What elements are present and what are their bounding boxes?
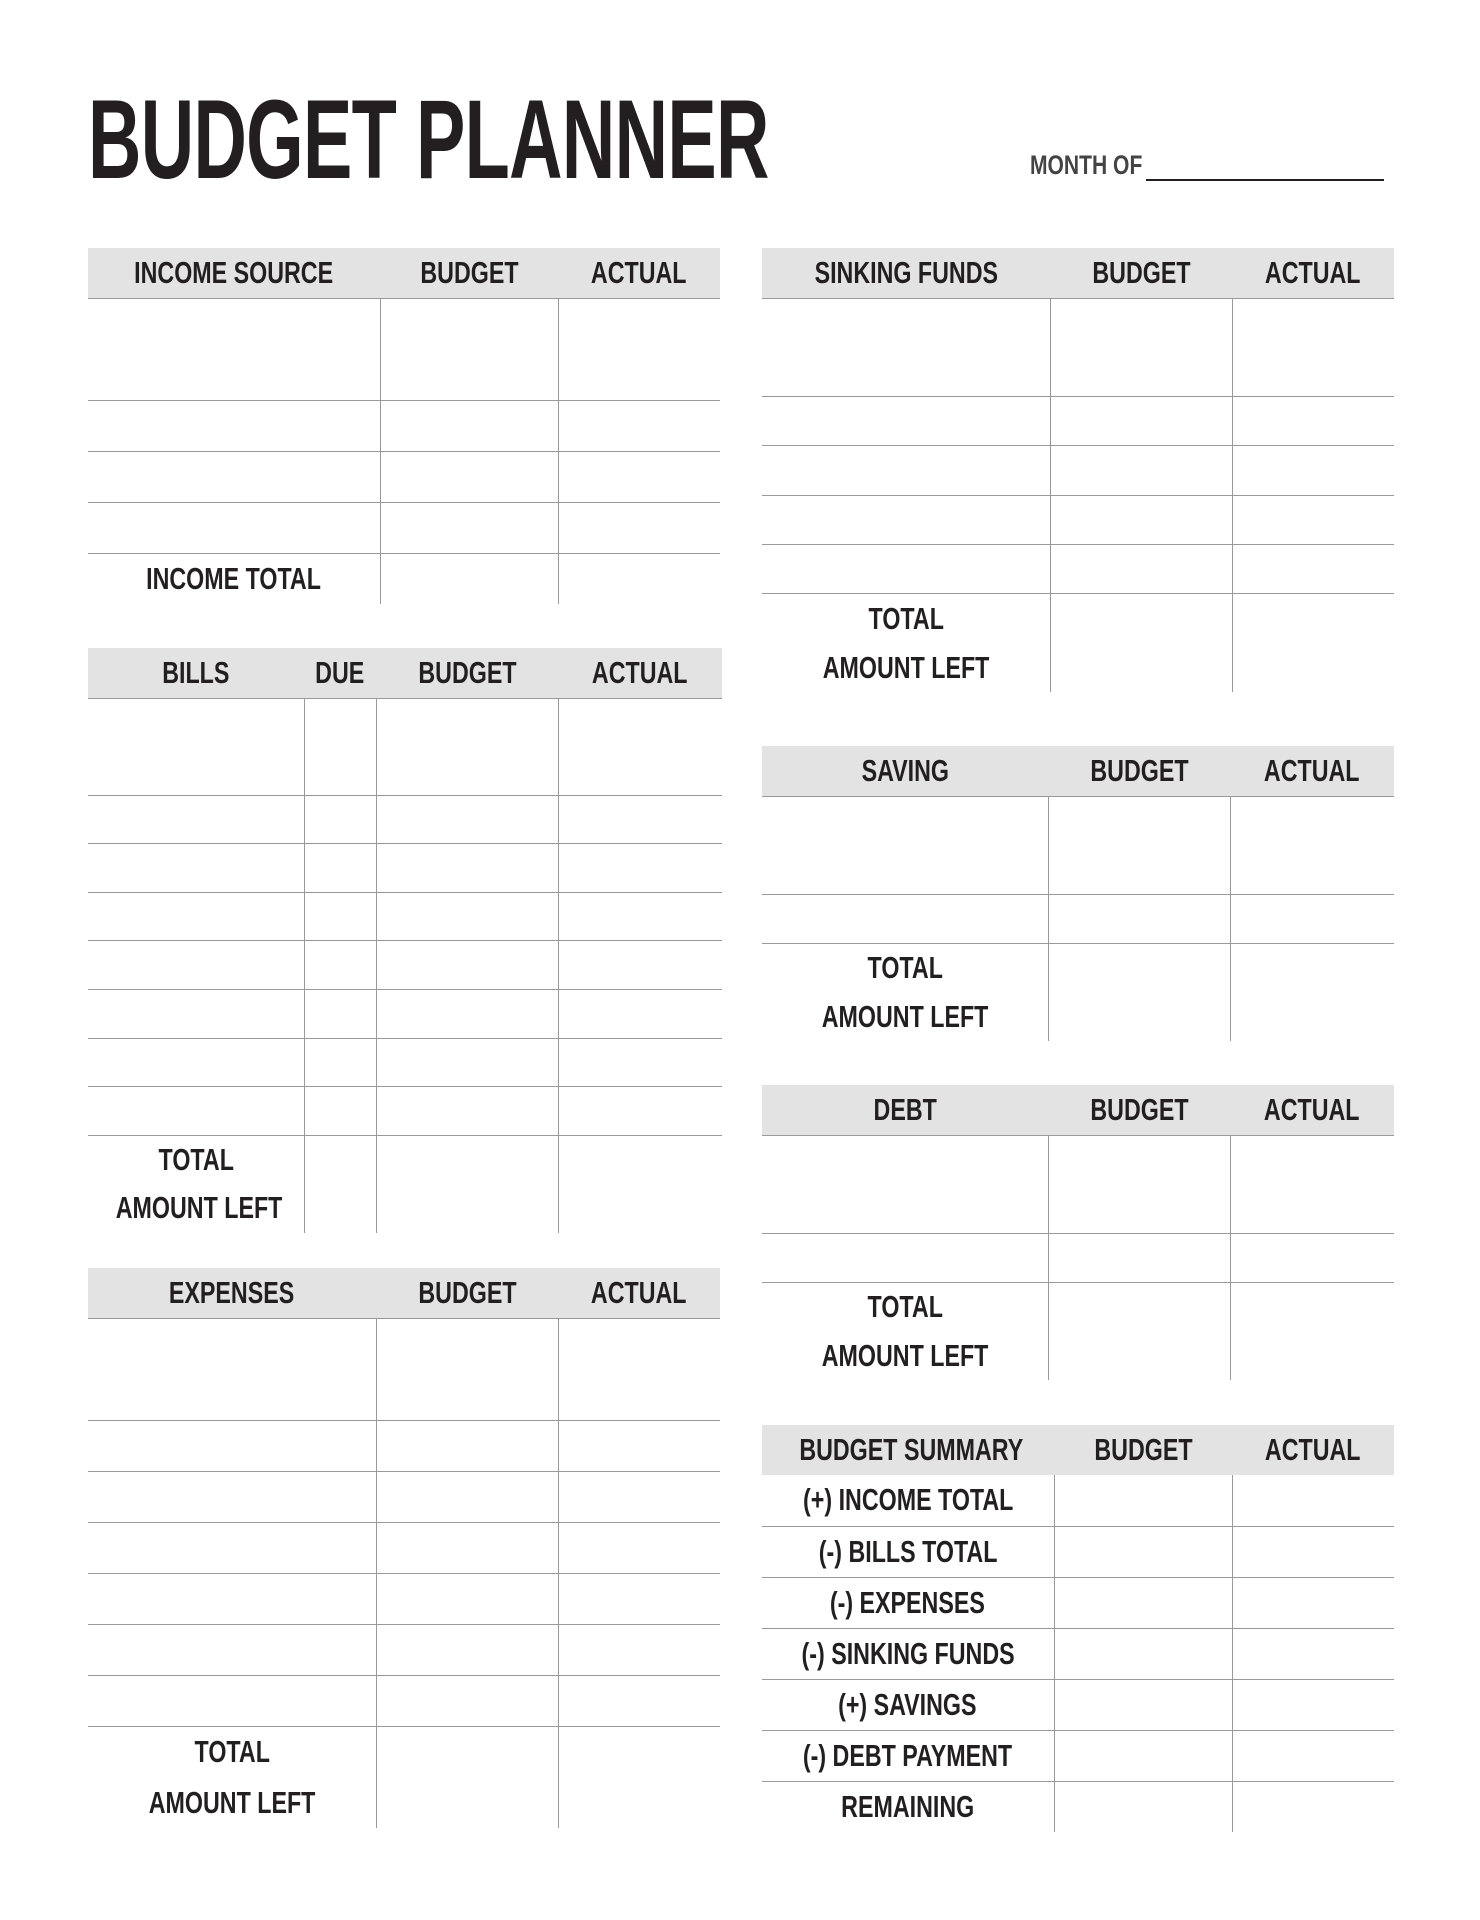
expenses-blank-cell[interactable] (88, 1675, 376, 1726)
expenses-blank-cell[interactable] (558, 1318, 720, 1369)
sinking-funds-amount-left-label: AMOUNT LEFT (822, 649, 990, 685)
saving-blank-cell[interactable] (1230, 845, 1394, 894)
bills-name-header: BILLS (88, 648, 304, 698)
expenses-blank-row (88, 1420, 720, 1471)
income-blank-cell[interactable] (558, 400, 720, 451)
debt-amount-left-label: AMOUNT LEFT (821, 1337, 989, 1373)
bills-amount-left-due[interactable] (304, 1184, 376, 1233)
income-blank-cell[interactable] (558, 298, 720, 349)
bills-blank-cell[interactable] (558, 941, 722, 990)
saving-blank-cell[interactable] (1230, 796, 1394, 845)
bills-blank-cell[interactable] (376, 844, 558, 893)
expenses-amount-left-label: AMOUNT LEFT (148, 1784, 316, 1820)
summary-row-label: (-) SINKING FUNDS (762, 1628, 1054, 1679)
expenses-blank-cell[interactable] (558, 1369, 720, 1420)
sinking-funds-blank-row (762, 446, 1394, 495)
income-blank-row (88, 451, 720, 502)
expenses-total-label: TOTAL (88, 1726, 376, 1777)
saving-blank-row (762, 894, 1394, 943)
bills-blank-cell[interactable] (88, 990, 304, 1039)
sinking-funds-blank-row (762, 397, 1394, 446)
sinking-funds-total-row (762, 594, 1394, 643)
bills-total-actual[interactable] (558, 1135, 722, 1184)
bills-header-row (88, 648, 722, 698)
bills-total-label: TOTAL (88, 1135, 304, 1184)
saving-blank-cell[interactable] (1048, 845, 1230, 894)
sinking-funds-amount-left-actual[interactable] (1232, 643, 1394, 692)
bills-blank-row (88, 1038, 722, 1087)
summary-row-actual[interactable] (1232, 1730, 1394, 1781)
sinking-funds-blank-cell[interactable] (1050, 347, 1232, 396)
debt-blank-cell[interactable] (762, 1135, 1048, 1184)
expenses-blank-row (88, 1522, 720, 1573)
expenses-blank-cell[interactable] (376, 1624, 558, 1675)
expenses-blank-cell[interactable] (376, 1420, 558, 1471)
income-total-actual[interactable] (558, 553, 720, 604)
summary-row-budget[interactable] (1054, 1781, 1232, 1832)
sinking-funds-budget-header: BUDGET (1050, 248, 1232, 298)
bills-blank-cell[interactable] (376, 698, 558, 747)
debt-blank-cell[interactable] (1230, 1233, 1394, 1282)
income-blank-cell[interactable] (88, 502, 380, 553)
bills-blank-cell[interactable] (88, 892, 304, 941)
income-blank-cell[interactable] (88, 400, 380, 451)
expenses-blank-cell[interactable] (376, 1369, 558, 1420)
income-blank-cell[interactable] (558, 502, 720, 553)
bills-blank-cell[interactable] (558, 892, 722, 941)
debt-total-actual[interactable] (1230, 1282, 1394, 1331)
debt-amount-left-actual[interactable] (1230, 1331, 1394, 1380)
sinking-funds-blank-cell[interactable] (1050, 544, 1232, 593)
bills-blank-cell[interactable] (304, 1087, 376, 1136)
saving-amount-left-label: AMOUNT LEFT (821, 998, 989, 1034)
saving-blank-cell[interactable] (1230, 894, 1394, 943)
bills-amount-left-budget[interactable] (376, 1184, 558, 1233)
expenses-blank-row (88, 1573, 720, 1624)
bills-blank-cell[interactable] (88, 795, 304, 844)
expenses-blank-cell[interactable] (376, 1675, 558, 1726)
expenses-blank-cell[interactable] (558, 1573, 720, 1624)
income-blank-row (88, 298, 720, 349)
bills-blank-cell[interactable] (304, 747, 376, 796)
debt-total-label: TOTAL (762, 1282, 1048, 1331)
saving-name-header: SAVING (762, 746, 1048, 796)
saving-header-row (762, 746, 1394, 796)
saving-blank-cell[interactable] (1048, 796, 1230, 845)
income-blank-cell[interactable] (380, 298, 558, 349)
income-blank-cell[interactable] (380, 451, 558, 502)
bills-blank-cell[interactable] (88, 747, 304, 796)
bills-blank-row (88, 795, 722, 844)
sinking-funds-actual-header: ACTUAL (1232, 248, 1394, 298)
sinking-funds-blank-cell[interactable] (1050, 495, 1232, 544)
saving-blank-row (762, 845, 1394, 894)
income-budget-header: BUDGET (380, 248, 558, 298)
bills-blank-cell[interactable] (376, 1038, 558, 1087)
bills-actual-header: ACTUAL (558, 648, 722, 698)
bills-blank-cell[interactable] (304, 1038, 376, 1087)
expenses-blank-cell[interactable] (88, 1420, 376, 1471)
expenses-blank-cell[interactable] (558, 1471, 720, 1522)
sinking-funds-amount-left-row (762, 643, 1394, 692)
sinking-funds-blank-cell[interactable] (1232, 544, 1394, 593)
summary-row-label: (-) BILLS TOTAL (762, 1526, 1054, 1577)
bills-blank-cell[interactable] (88, 1087, 304, 1136)
sinking-funds-blank-cell[interactable] (1050, 397, 1232, 446)
saving-blank-cell[interactable] (762, 845, 1048, 894)
bills-blank-cell[interactable] (558, 844, 722, 893)
expenses-blank-cell[interactable] (88, 1573, 376, 1624)
summary-row-budget[interactable] (1054, 1730, 1232, 1781)
bills-total-row (88, 1135, 722, 1184)
saving-blank-row (762, 796, 1394, 845)
bills-blank-cell[interactable] (558, 1087, 722, 1136)
sinking-funds-blank-cell[interactable] (762, 347, 1050, 396)
sinking-funds-blank-cell[interactable] (1232, 495, 1394, 544)
bills-amount-left-row (88, 1184, 722, 1233)
income-blank-cell[interactable] (558, 451, 720, 502)
expenses-blank-cell[interactable] (558, 1675, 720, 1726)
bills-blank-row (88, 1087, 722, 1136)
expenses-table (88, 1268, 720, 1828)
saving-actual-header: ACTUAL (1230, 746, 1394, 796)
bills-blank-row (88, 892, 722, 941)
expenses-actual-header: ACTUAL (558, 1268, 720, 1318)
budget-summary-table (762, 1425, 1394, 1832)
income-blank-cell[interactable] (380, 349, 558, 400)
expenses-blank-cell[interactable] (376, 1522, 558, 1573)
debt-blank-cell[interactable] (1048, 1135, 1230, 1184)
sinking-funds-blank-cell[interactable] (1232, 298, 1394, 347)
sinking-funds-blank-row (762, 347, 1394, 396)
debt-blank-row (762, 1233, 1394, 1282)
debt-budget-header: BUDGET (1048, 1085, 1230, 1135)
summary-row-budget[interactable] (1054, 1475, 1232, 1526)
income-source-header: INCOME SOURCE (88, 248, 380, 298)
income-table (88, 248, 720, 604)
bills-blank-cell[interactable] (88, 941, 304, 990)
debt-blank-cell[interactable] (1230, 1135, 1394, 1184)
bills-blank-cell[interactable] (304, 844, 376, 893)
bills-due-header: DUE (304, 648, 376, 698)
bills-blank-cell[interactable] (304, 941, 376, 990)
income-blank-cell[interactable] (380, 400, 558, 451)
bills-blank-cell[interactable] (376, 747, 558, 796)
expenses-blank-row (88, 1318, 720, 1369)
bills-blank-cell[interactable] (558, 795, 722, 844)
saving-total-budget[interactable] (1048, 943, 1230, 992)
saving-amount-left-budget[interactable] (1048, 992, 1230, 1041)
summary-budget-header: BUDGET (1054, 1425, 1232, 1475)
summary-row (762, 1679, 1394, 1730)
bills-blank-cell[interactable] (376, 990, 558, 1039)
income-blank-row (88, 502, 720, 553)
summary-row (762, 1577, 1394, 1628)
debt-total-row (762, 1282, 1394, 1331)
summary-row (762, 1628, 1394, 1679)
expenses-blank-cell[interactable] (376, 1471, 558, 1522)
expenses-blank-cell[interactable] (558, 1624, 720, 1675)
sinking-funds-header-row (762, 248, 1394, 298)
summary-row-actual[interactable] (1232, 1781, 1394, 1832)
debt-blank-cell[interactable] (1230, 1184, 1394, 1233)
saving-total-row (762, 943, 1394, 992)
summary-row (762, 1526, 1394, 1577)
expenses-name-header: EXPENSES (88, 1268, 376, 1318)
expenses-total-budget[interactable] (376, 1726, 558, 1777)
saving-amount-left-row (762, 992, 1394, 1041)
income-blank-row (88, 349, 720, 400)
sinking-funds-blank-row (762, 495, 1394, 544)
sinking-funds-blank-cell[interactable] (762, 446, 1050, 495)
summary-row (762, 1730, 1394, 1781)
sinking-funds-amount-left-budget[interactable] (1050, 643, 1232, 692)
debt-blank-row (762, 1184, 1394, 1233)
bills-blank-cell[interactable] (376, 1087, 558, 1136)
income-blank-cell[interactable] (380, 502, 558, 553)
summary-row-actual[interactable] (1232, 1679, 1394, 1730)
summary-row-budget[interactable] (1054, 1628, 1232, 1679)
expenses-amount-left-actual[interactable] (558, 1777, 720, 1828)
summary-row-label: (-) DEBT PAYMENT (762, 1730, 1054, 1781)
bills-blank-row (88, 747, 722, 796)
sinking-funds-name-header: SINKING FUNDS (762, 248, 1050, 298)
income-blank-cell[interactable] (88, 298, 380, 349)
expenses-blank-cell[interactable] (88, 1522, 376, 1573)
summary-row-actual[interactable] (1232, 1526, 1394, 1577)
expenses-budget-header: BUDGET (376, 1268, 558, 1318)
debt-blank-cell[interactable] (762, 1233, 1048, 1282)
expenses-blank-cell[interactable] (376, 1318, 558, 1369)
income-blank-cell[interactable] (88, 349, 380, 400)
expenses-blank-row (88, 1471, 720, 1522)
income-total-row (88, 553, 720, 604)
sinking-funds-blank-cell[interactable] (762, 397, 1050, 446)
bills-blank-cell[interactable] (88, 1038, 304, 1087)
summary-row-label: (-) EXPENSES (762, 1577, 1054, 1628)
debt-total-budget[interactable] (1048, 1282, 1230, 1331)
debt-blank-cell[interactable] (1048, 1184, 1230, 1233)
summary-name-header: BUDGET SUMMARY (762, 1425, 1054, 1475)
expenses-blank-row (88, 1369, 720, 1420)
page-title: BUDGET PLANNER (88, 77, 769, 202)
expenses-blank-cell[interactable] (88, 1624, 376, 1675)
sinking-funds-blank-cell[interactable] (1232, 347, 1394, 396)
expenses-amount-left-budget[interactable] (376, 1777, 558, 1828)
expenses-blank-cell[interactable] (376, 1573, 558, 1624)
sinking-funds-blank-cell[interactable] (762, 544, 1050, 593)
summary-header-row (762, 1425, 1394, 1475)
debt-amount-left-budget[interactable] (1048, 1331, 1230, 1380)
expenses-blank-row (88, 1675, 720, 1726)
summary-row-actual[interactable] (1232, 1475, 1394, 1526)
debt-header-row (762, 1085, 1394, 1135)
bills-blank-cell[interactable] (88, 698, 304, 747)
expenses-blank-cell[interactable] (88, 1318, 376, 1369)
sinking-funds-blank-cell[interactable] (762, 298, 1050, 347)
bills-blank-cell[interactable] (376, 892, 558, 941)
sinking-funds-blank-row (762, 298, 1394, 347)
summary-row-budget[interactable] (1054, 1526, 1232, 1577)
sinking-funds-blank-cell[interactable] (1050, 298, 1232, 347)
bills-blank-cell[interactable] (304, 892, 376, 941)
saving-table (762, 746, 1394, 1041)
summary-row-budget[interactable] (1054, 1577, 1232, 1628)
bills-blank-row (88, 698, 722, 747)
income-blank-row (88, 400, 720, 451)
summary-row-label: (+) SAVINGS (762, 1679, 1054, 1730)
saving-blank-cell[interactable] (762, 894, 1048, 943)
bills-total-due[interactable] (304, 1135, 376, 1184)
bills-total-budget[interactable] (376, 1135, 558, 1184)
summary-row-budget[interactable] (1054, 1679, 1232, 1730)
bills-budget-header: BUDGET (376, 648, 558, 698)
bills-blank-cell[interactable] (304, 795, 376, 844)
sinking-funds-total-budget[interactable] (1050, 594, 1232, 643)
income-actual-header: ACTUAL (558, 248, 720, 298)
debt-name-header: DEBT (762, 1085, 1048, 1135)
expenses-blank-cell[interactable] (88, 1471, 376, 1522)
sinking-funds-total-label: TOTAL (762, 594, 1050, 643)
bills-blank-cell[interactable] (558, 990, 722, 1039)
sinking-funds-blank-cell[interactable] (1050, 446, 1232, 495)
saving-blank-cell[interactable] (1048, 894, 1230, 943)
sinking-funds-blank-cell[interactable] (762, 495, 1050, 544)
month-of-input-line[interactable] (1146, 153, 1384, 181)
month-of-label: MONTH OF (1030, 150, 1143, 180)
income-total-label: INCOME TOTAL (88, 553, 380, 604)
expenses-total-actual[interactable] (558, 1726, 720, 1777)
bills-blank-cell[interactable] (376, 795, 558, 844)
sinking-funds-total-actual[interactable] (1232, 594, 1394, 643)
summary-row (762, 1475, 1394, 1526)
bills-blank-cell[interactable] (558, 1038, 722, 1087)
income-total-budget[interactable] (380, 553, 558, 604)
month-of-field (1030, 150, 1384, 181)
sinking-funds-blank-cell[interactable] (1232, 397, 1394, 446)
saving-total-actual[interactable] (1230, 943, 1394, 992)
bills-blank-cell[interactable] (558, 747, 722, 796)
income-blank-cell[interactable] (558, 349, 720, 400)
summary-row-label: REMAINING (762, 1781, 1054, 1832)
income-blank-cell[interactable] (88, 451, 380, 502)
bills-blank-row (88, 844, 722, 893)
debt-table (762, 1085, 1394, 1380)
bills-amount-left-label: AMOUNT LEFT (115, 1190, 283, 1226)
bills-blank-cell[interactable] (376, 941, 558, 990)
bills-blank-cell[interactable] (88, 844, 304, 893)
bills-blank-row (88, 941, 722, 990)
expenses-blank-cell[interactable] (558, 1420, 720, 1471)
bills-amount-left-actual[interactable] (558, 1184, 722, 1233)
expenses-total-row (88, 1726, 720, 1777)
expenses-amount-left-row (88, 1777, 720, 1828)
saving-blank-cell[interactable] (762, 796, 1048, 845)
income-header-row (88, 248, 720, 298)
summary-row (762, 1781, 1394, 1832)
sinking-funds-blank-cell[interactable] (1232, 446, 1394, 495)
expenses-blank-cell[interactable] (88, 1369, 376, 1420)
debt-amount-left-row (762, 1331, 1394, 1380)
summary-row-actual[interactable] (1232, 1628, 1394, 1679)
summary-row-actual[interactable] (1232, 1577, 1394, 1628)
debt-blank-cell[interactable] (762, 1184, 1048, 1233)
sinking-funds-blank-row (762, 544, 1394, 593)
bills-table (88, 648, 722, 1233)
saving-budget-header: BUDGET (1048, 746, 1230, 796)
bills-blank-row (88, 990, 722, 1039)
summary-row-label: (+) INCOME TOTAL (802, 1482, 1013, 1518)
debt-actual-header: ACTUAL (1230, 1085, 1394, 1135)
summary-actual-header: ACTUAL (1232, 1425, 1394, 1475)
bills-blank-cell[interactable] (304, 698, 376, 747)
saving-total-label: TOTAL (762, 943, 1048, 992)
expenses-blank-cell[interactable] (558, 1522, 720, 1573)
saving-amount-left-actual[interactable] (1230, 992, 1394, 1041)
sinking-funds-table (762, 248, 1394, 692)
expenses-blank-row (88, 1624, 720, 1675)
debt-blank-cell[interactable] (1048, 1233, 1230, 1282)
expenses-header-row (88, 1268, 720, 1318)
bills-blank-cell[interactable] (304, 990, 376, 1039)
debt-blank-row (762, 1135, 1394, 1184)
bills-blank-cell[interactable] (558, 698, 722, 747)
